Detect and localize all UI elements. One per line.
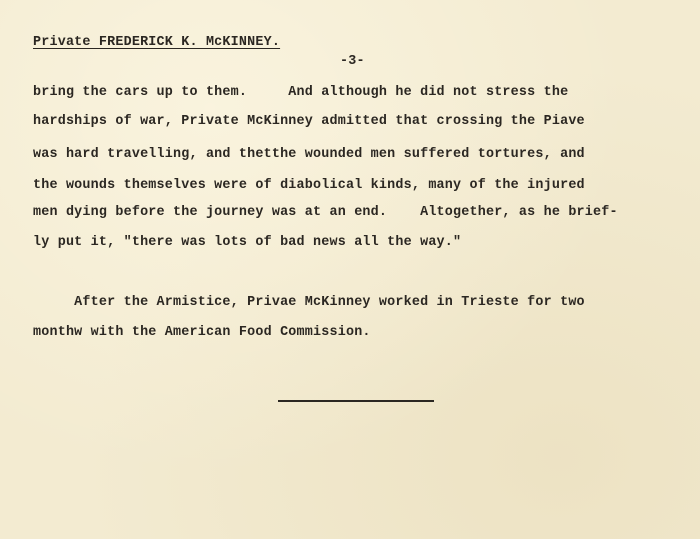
- paragraph-1-line-2: hardships of war, Private McKinney admitted that crossing the Piave: [33, 114, 585, 129]
- header-name: Private FREDERICK K. McKINNEY.: [33, 35, 281, 50]
- paragraph-1-line-3: was hard travelling, and thetthe wounded men suffered tortures, and: [33, 147, 585, 162]
- paragraph-1-line-1: bring the cars up to them. And although he did not stress the: [33, 85, 569, 100]
- paragraph-1-line-5: men dying before the journey was at an end. Altogether, as he brief-: [33, 205, 618, 220]
- page-number: -3-: [340, 54, 365, 69]
- paragraph-1-line-4: the wounds themselves were of diabolical kinds, many of the injured: [33, 178, 585, 193]
- paragraph-2-line-1: After the Armistice, Privae McKinney worked in Trieste for two: [33, 295, 585, 310]
- closing-rule: [278, 400, 434, 402]
- paragraph-1-line-6: ly put it, "there was lots of bad news all the way.": [33, 235, 462, 250]
- paragraph-2-line-2: monthw with the American Food Commission.: [33, 325, 371, 340]
